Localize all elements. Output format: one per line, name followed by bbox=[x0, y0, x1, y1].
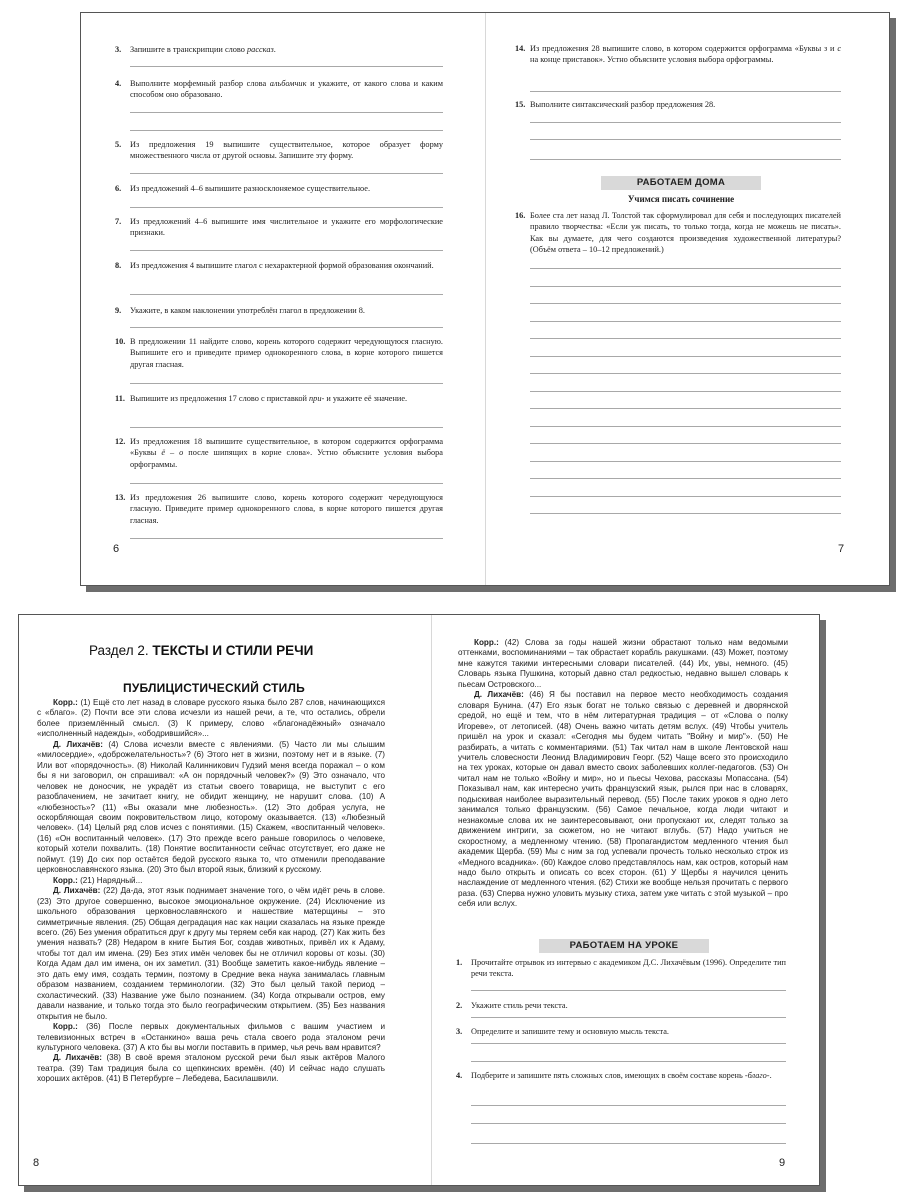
task-number: 2. bbox=[456, 1001, 463, 1010]
answer-line[interactable] bbox=[130, 130, 443, 131]
answer-line[interactable] bbox=[530, 321, 841, 322]
answer-line[interactable] bbox=[530, 286, 841, 287]
task-item bbox=[515, 99, 841, 110]
page-number-6: 6 bbox=[113, 543, 120, 555]
task-item bbox=[115, 393, 443, 404]
task-number: 5. bbox=[115, 140, 122, 149]
task-item bbox=[456, 957, 786, 980]
page-number-8: 8 bbox=[33, 1157, 40, 1169]
answer-line[interactable] bbox=[471, 1105, 786, 1106]
task-text: Укажите, в каком наклонении употреблён глагол в предложении 8. bbox=[130, 306, 365, 315]
answer-line[interactable] bbox=[530, 478, 841, 479]
answer-line[interactable] bbox=[530, 513, 841, 514]
task-number: 9. bbox=[115, 306, 122, 315]
answer-line[interactable] bbox=[130, 112, 443, 113]
answer-line[interactable] bbox=[530, 139, 841, 140]
task-number: 10. bbox=[115, 337, 126, 346]
answer-line[interactable] bbox=[530, 356, 841, 357]
task-number: 15. bbox=[515, 100, 526, 109]
task-number: 4. bbox=[456, 1071, 463, 1080]
task-text: Подберите и запишите пять сложных слов, имеющих в своём составе корень -благо-. bbox=[471, 1071, 772, 1080]
lesson-tasks bbox=[456, 615, 786, 1185]
speaker-label: Д. Лихачёв: bbox=[53, 1053, 102, 1063]
answer-line[interactable] bbox=[130, 383, 443, 384]
page-number-9: 9 bbox=[779, 1157, 786, 1169]
task-item bbox=[115, 44, 443, 55]
answer-line[interactable] bbox=[130, 250, 443, 251]
section-header-lesson: РАБОТАЕМ НА УРОКЕ bbox=[539, 939, 709, 953]
paragraph-text: (46) Я бы поставил на первое место необходимость создания словаря Бунина. (47) Его язык богат не только связью с деревней и дворянской средой, но ещё и тем, что в нём литературная традиция – от «Слова о полку Игореве», от летописей. (48) Очень важно читать детям вслух. (49) Чтобы учитель пришёл на урок и сказал: «Сегодня мы будем читать "Войну и мир"». (50) Не разбирать, а читать с комментариями. (51) Так читал нам в школе Лентовской наш учитель словесности Леонид Владимирович Георг. (52) Чаще всего это происходило на тех уроках, которые он давал вместо своих заболевших коллег-педагогов. (53) Он читал нам не только «Войну и мир», но и пьесы Чехова, рассказы Мопассана. (54) Показывал нам, как интересно учить французский язык, рылся при нас в словарях, подыскивая наиболее выразительный перевод. (55) После таких уроков я одно лето занимался только французским. (56) Самое печальное, когда люди читают и незнакомые слова их не заинтересовывают, они пропускают их, следят только за движением интриги, за сюжетом, но не читают вглубь. (57) Надо учиться не скоростному, а медленному чтению. (58) Пропагандистом медленного чтения был академик Щерба. (59) Мы с ним за год успевали прочесть только несколько строк из «Медного всадника». (60) Каждое слово представлялось нам, как остров, который нам надо было открыть и описать со всех сторон. (61) У Щербы я научился ценить наслаждение от медленного чтения. (62) Стихи же вообще нельзя прочитать с первого раза. (63) Сперва нужно уловить музыку стиха, затем уже читать с этой музыкой – про себя или вслух. bbox=[458, 690, 788, 909]
task-item bbox=[115, 436, 443, 470]
answer-line[interactable] bbox=[130, 66, 443, 67]
task-text: Выпишите из предложения 17 слово с приставкой при- и укажите её значение. bbox=[130, 394, 408, 403]
task-number: 1. bbox=[456, 958, 463, 967]
interview-text-left bbox=[37, 698, 385, 1085]
speaker-label: Д. Лихачёв: bbox=[474, 690, 524, 700]
task-item bbox=[456, 1000, 786, 1011]
answer-line[interactable] bbox=[530, 268, 841, 269]
task-number: 13. bbox=[115, 493, 126, 502]
task-text: Из предложения 18 выпишите существительное, в котором содержится орфограмма «Буквы ё – о после шипящих в корне слова». Устно объясните условия выбора орфограммы. bbox=[130, 437, 443, 469]
answer-line[interactable] bbox=[530, 122, 841, 123]
answer-line[interactable] bbox=[530, 496, 841, 497]
answer-line[interactable] bbox=[530, 159, 841, 160]
task-text: Из предложения 19 выпишите существительное, которое образует форму множественного числа от другой основы. Запишите эту форму. bbox=[130, 140, 443, 161]
answer-line[interactable] bbox=[530, 373, 841, 374]
section-title bbox=[89, 643, 313, 658]
task-text: Из предложения 28 выпишите слово, в котором содержится орфограмма «Буквы з и с на конце приставок». Устно объясните условия выбора орфограммы. bbox=[530, 44, 841, 65]
answer-line[interactable] bbox=[130, 327, 443, 328]
interview-paragraph bbox=[37, 876, 385, 886]
task-item bbox=[115, 305, 443, 316]
task-item bbox=[115, 336, 443, 370]
answer-line[interactable] bbox=[130, 207, 443, 208]
speaker-label: Д. Лихачёв: bbox=[53, 739, 103, 749]
interview-paragraph bbox=[37, 1022, 385, 1053]
task-number: 3. bbox=[456, 1027, 463, 1036]
interview-paragraph bbox=[37, 886, 385, 1022]
style-title: ПУБЛИЦИСТИЧЕСКИЙ СТИЛЬ bbox=[123, 681, 305, 695]
speaker-label: Д. Лихачёв: bbox=[53, 886, 101, 896]
page-fold bbox=[485, 13, 486, 585]
page-6 bbox=[115, 13, 443, 585]
task-text: Прочитайте отрывок из интервью с академиком Д.С. Лихачёвым (1996). Определите тип речи текста. bbox=[471, 958, 786, 979]
task-item bbox=[115, 139, 443, 162]
answer-line[interactable] bbox=[130, 427, 443, 428]
answer-line[interactable] bbox=[471, 990, 786, 991]
task-text: Более ста лет назад Л. Толстой так сформулировал для себя и последующих писателей правило творчества: «Если уж писать, то только тогда, когда не можешь не писать». Как вы думаете, для чего создаются произведения художественной литературы? (Объём ответа – 10–12 предложений.) bbox=[530, 211, 841, 254]
answer-line[interactable] bbox=[130, 538, 443, 539]
task-number: 11. bbox=[115, 394, 125, 403]
answer-line[interactable] bbox=[471, 1017, 786, 1018]
answer-line[interactable] bbox=[130, 294, 443, 295]
task-item bbox=[515, 43, 841, 66]
task-text: Выполните морфемный разбор слова альбомчик и укажите, от какого слова и каким способом оно образовано. bbox=[130, 79, 443, 100]
paragraph-text: (22) Да-да, этот язык поднимает значение того, о чём идёт речь в слове. (23) Это другое совершенно, высокое эмоциональное окружение. (24) Исключение из школьного образования церковнославянского и нашествие матерщины – это симметричные явления. (25) Общая деградация нас как нации сказалась на языке прежде всего. (26) Без умения обратиться друг к другу мы теряем себя как народ. (27) Как жить без умения назвать? (28) Недаром в книге Бытия Бог, создав животных, привёл их к Адаму, чтобы тот дал им имена. (29) Без этих имён человек бы не отличил коровы от козы. (30) Когда Адам дал им имена, он их заметил. (31) Вообще заметить какое-нибудь явление – это дать ему имя, создать термин, поэтому в Средние века наука занималась главным образом названием, созданием терминологии. (32) Это был целый такой период – схоластический. (33) Название уже было познанием. (34) Когда открывали остров, ему давали название, и только тогда это было географическим открытием. (35) Без названия открытия не было. bbox=[37, 886, 385, 1021]
paragraph-text: (21) Нарядный... bbox=[77, 875, 143, 885]
answer-line[interactable] bbox=[530, 426, 841, 427]
answer-line[interactable] bbox=[530, 303, 841, 304]
book-spread-pages-8-9 bbox=[18, 614, 820, 1186]
answer-line[interactable] bbox=[530, 408, 841, 409]
task-number: 12. bbox=[115, 437, 126, 446]
task-text: Запишите в транскрипции слово рассказ. bbox=[130, 45, 276, 54]
section-subheader: Учимся писать сочинение bbox=[627, 194, 735, 204]
task-text: Из предложений 4–6 выпишите имя числительное и укажите его морфологические признаки. bbox=[130, 217, 443, 238]
task-text: Определите и запишите тему и основную мысль текста. bbox=[471, 1027, 669, 1036]
task-text: В предложении 11 найдите слово, корень которого содержит чередующуюся гласную. Выпишите его и приведите пример однокоренного слова, в корне которого пишется другая гласная. bbox=[130, 337, 443, 369]
paragraph-text: (42) Слова за годы нашей жизни обрастают только нам ведомыми оттенками, воспоминаниями – так обрастает корабль ракушками. (43) Может, поэтому мне кажутся такими интересными словари писателей. (44) Их, увы, немного. (45) Словарь языка Пушкина, который давно стал редкостью, недавно вышел словарь к пьесам Островского... bbox=[458, 638, 788, 689]
answer-line[interactable] bbox=[471, 1061, 786, 1062]
section-title-text: ТЕКСТЫ И СТИЛИ РЕЧИ bbox=[152, 643, 314, 658]
paragraph-text: (4) Слова исчезли вместе с явлениями. (5) Часто ли мы слышим «милосердие», «доброжелательность»? (6) Этого нет в жизни, поэтому нет и в языке. (7) Или вот «порядочность». (8) Николай Калинникович Гудзий меня всегда поражал – о ком бы я ни заговорил, он спрашивал: «А он порядочный человек?» (9) Это означало, что человек не доносчик, не украдёт из статьи своего товарища, не выступит с его разоблачением, не зачитает книгу, не обидит женщину, не нарушит слова. (10) А «любезность»? (11) «Вы оказали мне любезность». (12) Это добрая услуга, не оскорбляющая своим покровительством лицо, которому оказывается. (13) «Любезный человек». (14) Целый ряд слов исчез с понятиями. (15) Скажем, «воспитанный человек». (16) «Он воспитанный человек». (17) Это прежде всего раньше говорилось о человеке, который хотели похвалить. (18) Понятие воспитанности сейчас отсутствует, его даже не поймут. (19) До сих пор остаётся бедой русского языка то, что отменили преподавание церковнославянского языка. (20) Это был второй язык, близкий к русскому. bbox=[37, 739, 385, 875]
interview-paragraph bbox=[37, 698, 385, 740]
speaker-label: Корр.: bbox=[53, 875, 78, 885]
task-number: 4. bbox=[115, 79, 122, 88]
paragraph-text: (36) После первых документальных фильмов с вашим участием и телевизионных встреч в «Останкино» ваша речь стала своего рода эталоном речи культурного человека. (37) А кто бы вы могли поставить в пример, чья речь вам нравится? bbox=[37, 1022, 385, 1052]
task-number: 16. bbox=[515, 211, 526, 220]
answer-line[interactable] bbox=[530, 443, 841, 444]
book-spread-pages-6-7 bbox=[80, 12, 890, 586]
paragraph-text: (38) В своё время эталоном русской речи был язык актёров Малого театра. (39) Там традиция была со щепкинских времён. (40) И сейчас надо слушать хороших актёров. (41) В Петербурге – Лебедева, Басилашвили. bbox=[37, 1053, 385, 1084]
task-number: 7. bbox=[115, 217, 122, 226]
task-number: 8. bbox=[115, 261, 122, 270]
task-text: Выполните синтаксический разбор предложения 28. bbox=[530, 100, 716, 109]
task-item bbox=[515, 210, 841, 255]
answer-line[interactable] bbox=[530, 391, 841, 392]
task-text: Из предложения 26 выпишите слово, корень которого содержит чередующуюся гласную. Приведите пример однокоренного слова, в корне которого пишется другая гласная. bbox=[130, 493, 443, 525]
page-number-7: 7 bbox=[838, 543, 845, 555]
task-item bbox=[115, 216, 443, 239]
task-text: Из предложений 4–6 выпишите разносклоняемое существительное. bbox=[130, 184, 371, 193]
answer-line[interactable] bbox=[471, 1123, 786, 1124]
section-label: Раздел 2. bbox=[89, 643, 153, 658]
task-item bbox=[115, 260, 443, 271]
task-item bbox=[456, 1026, 786, 1037]
answer-line[interactable] bbox=[530, 91, 841, 92]
answer-line[interactable] bbox=[130, 173, 443, 174]
task-number: 14. bbox=[515, 44, 526, 53]
answer-line[interactable] bbox=[471, 1043, 786, 1044]
section-header-home: РАБОТАЕМ ДОМА bbox=[601, 176, 761, 190]
task-text: Укажите стиль речи текста. bbox=[471, 1001, 568, 1010]
answer-line[interactable] bbox=[130, 483, 443, 484]
speaker-label: Корр.: bbox=[474, 638, 499, 647]
paragraph-text: (1) Ещё сто лет назад в словаре русского языка было 287 слов, начинающихся с «благо». (2) Почти все эти слова исчезли из нашей речи, а те, что остались, обрели более приземлённый смысл. (3) К примеру, слово «благонадёжный» означало «исполненный надежды», «ободрившийся»... bbox=[37, 698, 385, 739]
task-item bbox=[115, 78, 443, 101]
answer-line[interactable] bbox=[530, 461, 841, 462]
interview-paragraph bbox=[37, 1053, 385, 1084]
task-number: 3. bbox=[115, 45, 122, 54]
page-7 bbox=[515, 13, 841, 585]
answer-line[interactable] bbox=[471, 1143, 786, 1144]
task-text: Из предложения 4 выпишите глагол с нехарактерной формой образования окончаний. bbox=[130, 261, 434, 270]
speaker-label: Корр.: bbox=[53, 1022, 78, 1032]
task-number: 6. bbox=[115, 184, 122, 193]
page-fold bbox=[431, 615, 432, 1185]
speaker-label: Корр.: bbox=[53, 698, 78, 707]
task-item bbox=[115, 492, 443, 526]
task-item bbox=[115, 183, 443, 194]
interview-paragraph bbox=[37, 740, 385, 876]
answer-line[interactable] bbox=[530, 338, 841, 339]
task-item bbox=[456, 1070, 786, 1081]
